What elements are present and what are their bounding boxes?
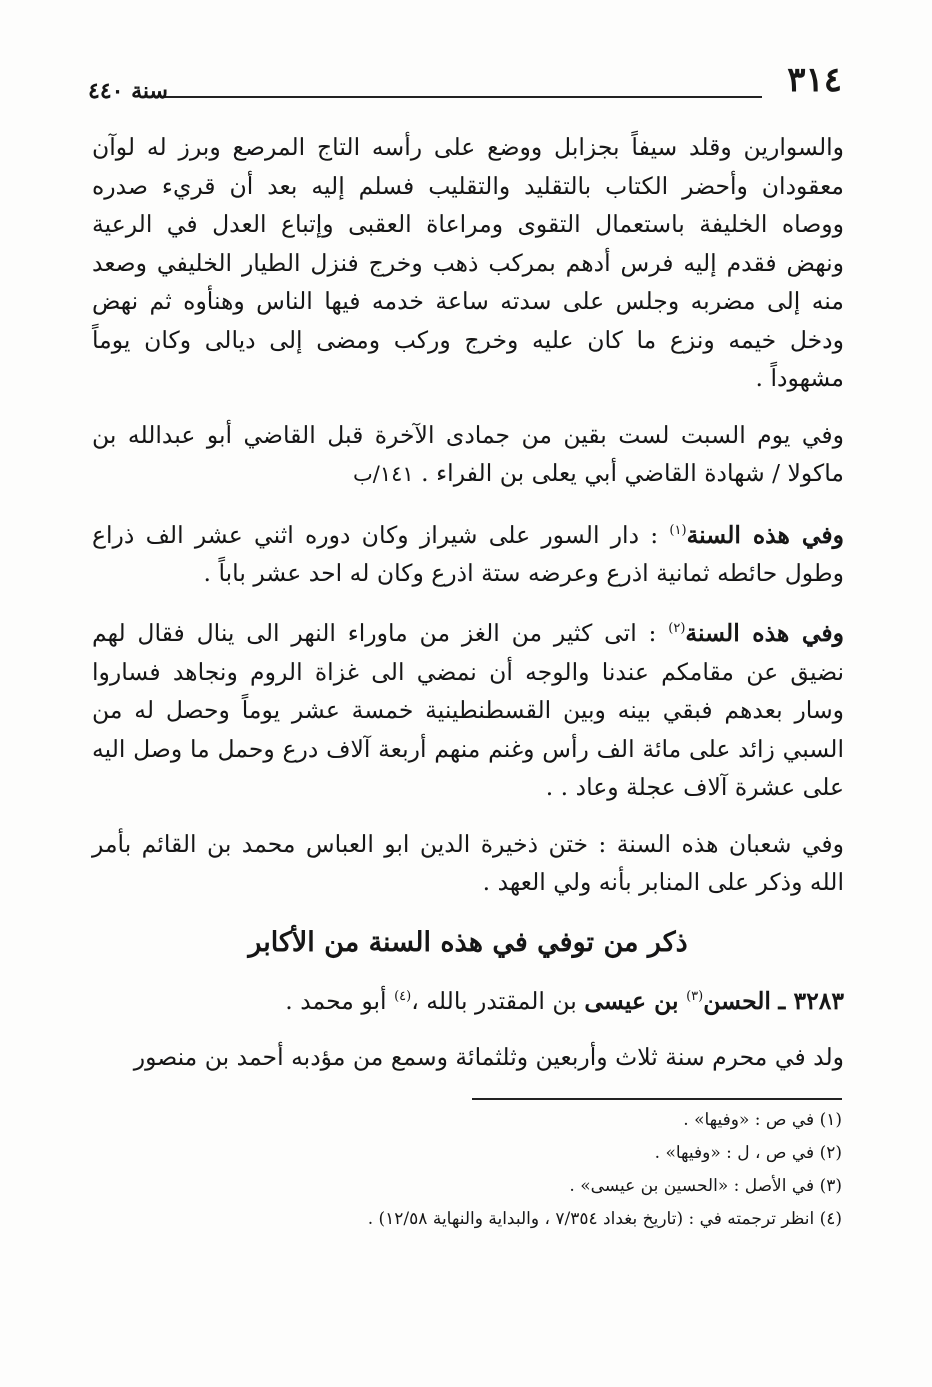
paragraph-last [92,1038,844,1077]
footnote: (٤) انظر ترجمته في : (تاريخ بغداد ٧/٣٥٤ ، والبداية والنهاية ١٢/٥٨) . [367,1209,842,1229]
paragraph-text: والسوارين وقلد سيفاً بجزابل ووضع على رأسه التاج المرصع وبرز له لوآن معقودان وأحضر الكتاب بالتقليد والتقليب فسلم إليه بعد أن قريء صدره ووصاه الخليفة باستعمال التقوى ومراعاة العقبى وإتباع العدل في الرعية ونهض فقدم إليه فرس أدهم بمركب ذهب وخرج فنزل الطيار الخليفي وصعد منه إلى مضربه وجلس على سدته ساعة خدمه فيها الناس وهنأوه ثم نهض ودخل خيمه ونزع ما كان عليه وخرج وركب ومضى إلى ديالى وكان يوماً مشهوداً . [92,133,844,392]
paragraph-3 [92,512,844,593]
paragraph-1 [92,128,844,398]
entry-text: بن المقتدر بالله ، [411,986,577,1015]
footnote-ref: (١) [669,522,687,538]
footnote: (٢) في ص ، ل : «وفيها» . [654,1143,842,1163]
paragraph-text: ولد في محرم سنة ثلاث وأربعين وثلثمائة وسمع من مؤدبه أحمد بن منصور [133,1043,844,1072]
footnote-ref: (٣) [686,989,704,1005]
footnote-ref: (٢) [668,621,686,637]
page-number: ٣١٤ [787,60,842,100]
footnotes [92,1104,842,1236]
main-text [92,128,844,1095]
running-head: سنة ٤٤٠ [88,78,168,104]
footnote-ref: (٤) [394,989,412,1005]
section-heading: ذكر من توفي في هذه السنة من الأكابر [248,926,688,958]
footnote: (٣) في الأصل : «الحسين بن عيسى» . [569,1176,842,1196]
entry-number: ٣٢٨٣ ـ [778,986,844,1015]
paragraph-lead: وفي هذه السنة [686,520,844,549]
footnote: (١) في ص : «وفيها» . [683,1110,842,1130]
paragraph-text: وفي شعبان هذه السنة : ختن ذخيرة الدين ابو العباس محمد بن القائم بأمر الله وذكر على المنابر بأنه ولي العهد . [92,829,844,897]
header-rule [160,96,762,98]
paragraph-text: وفي يوم السبت لست بقين من جمادى الآخرة قبل القاضي أبو عبدالله بن ماكولا / شهادة القاضي أبي يعلى بن الفراء . [92,420,844,487]
paragraph-5 [92,825,844,902]
paragraph-4 [92,610,844,806]
entry-name-rest: بن عيسى [584,986,679,1015]
margin-note: ١٤١/ب [352,462,414,486]
paragraph-text: : اتى كثير من الغز من ماوراء النهر الى ينال فقال لهم نضيق عن مقامكم عندنا والوجه أن نمضي الى غزاة الروم ونجاهد فساروا وسار بعدهم فبقي بينه وبين القسطنطينية خمسة عشر يوماً وحصل له من السبي زائد على مائة الف رأس وغنم منهم أربعة آلاف درع وحمل ما وصل اليه على عشرة آلاف عجلة وعاد . . [92,619,844,802]
paragraph-text: : دار السور على شيراز وكان دوره اثني عشر الف ذراع وطول حائطه ثمانية اذرع وعرضه ستة اذرع وكان له احد عشر باباً . [92,520,844,587]
entry-name: الحسن [703,986,771,1015]
entry-kunya: أبو محمد . [285,986,387,1015]
biography-entry [92,978,844,1020]
paragraph-lead: وفي هذه السنة [685,619,844,648]
paragraph-2 [92,416,844,494]
footnote-rule [472,1098,842,1100]
